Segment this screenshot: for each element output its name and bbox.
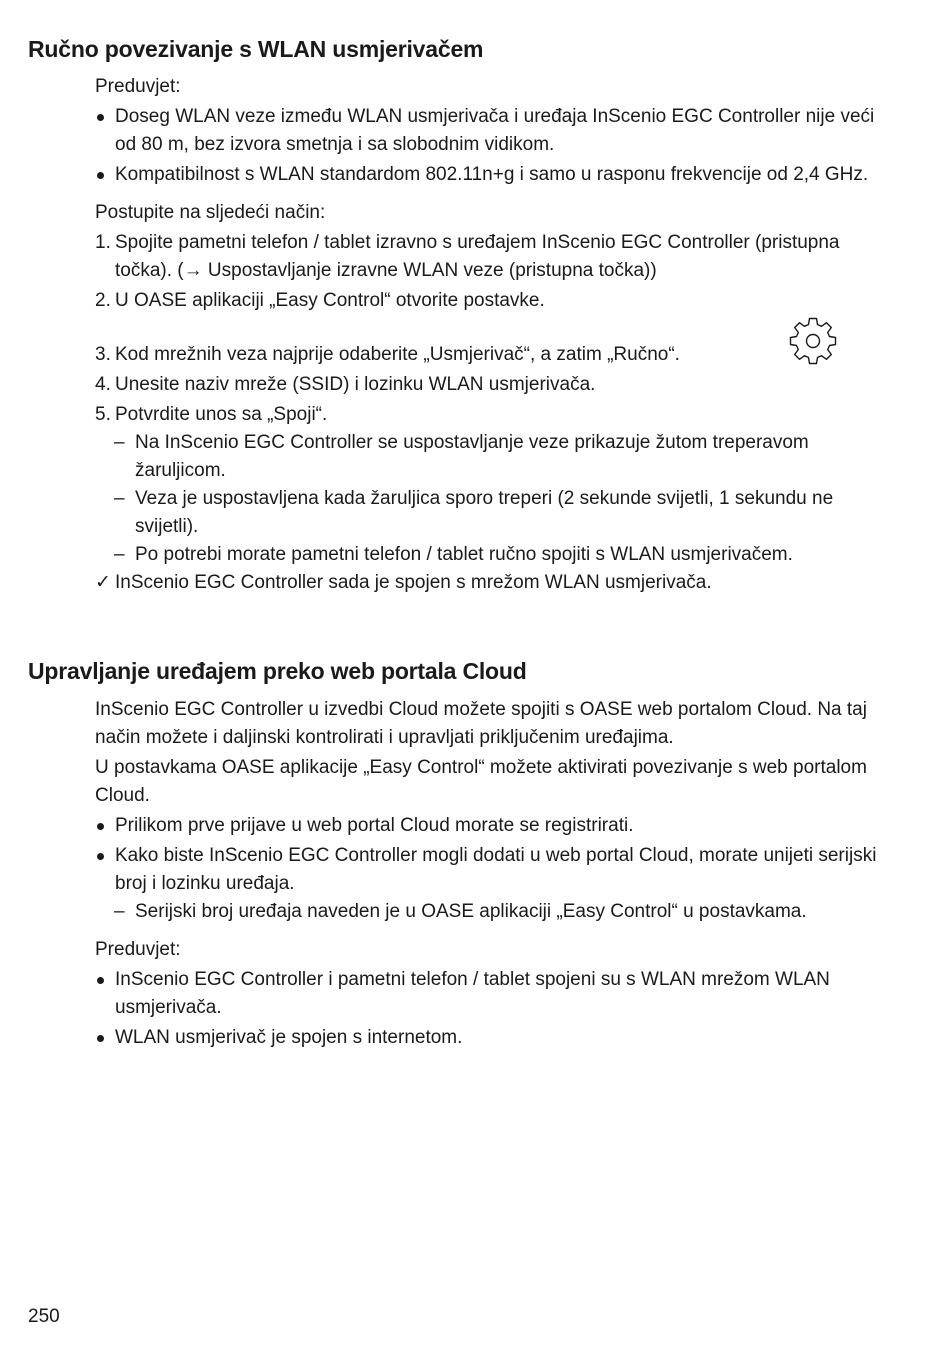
step-item: 2. U OASE aplikaciji „Easy Control“ otvorite postavke. — [95, 290, 545, 311]
section-heading-cloud: Upravljanje uređajem preko web portala Cloud — [28, 658, 527, 684]
step5-sublist — [95, 429, 885, 569]
list-item: Kako biste InScenio EGC Controller mogli dodati u web portal Cloud, morate unijeti serijski broj i lozinku uređaja. — [95, 842, 885, 898]
sub-item: – Na InScenio EGC Controller se uspostavljanje veze prikazuje žutom treperavom žaruljicom. — [114, 432, 809, 481]
paragraph: InScenio EGC Controller u izvedbi Cloud možete spojiti s OASE web portalom Cloud. Na taj način možete i daljinski kontrolirati i upravljati priključenim uređajima. — [95, 699, 867, 748]
page-number: 250 — [28, 1306, 60, 1327]
list-item: InScenio EGC Controller i pametni telefon / tablet spojeni su s WLAN mrežom WLAN usmjerivača. — [95, 966, 885, 1022]
bullet-icon — [97, 823, 104, 830]
bullet-icon — [97, 977, 104, 984]
cloud-list — [95, 812, 885, 898]
step-item: 3. Kod mrežnih veza najprije odaberite „Usmjerivač“, a zatim „Ručno“. — [95, 344, 680, 365]
cloud-sublist — [95, 898, 885, 926]
result-list — [95, 569, 885, 597]
steps-list — [95, 229, 885, 429]
bullet-icon — [97, 853, 104, 860]
list-item: Doseg WLAN veze između WLAN usmjerivača i uređaja InScenio EGC Controller nije veći od 80 m, bez izvora smetnja i sa slobodnim vidikom. — [95, 103, 885, 159]
bullet-icon — [97, 114, 104, 121]
result-item: ✓ InScenio EGC Controller sada je spojen s mrežom WLAN usmjerivača. — [95, 569, 885, 597]
prerequisite-list — [95, 966, 885, 1052]
list-item: WLAN usmjerivač je spojen s internetom. — [95, 1024, 885, 1052]
prerequisite-label: Preduvjet: — [95, 76, 181, 97]
section-heading-manual-wlan: Ručno povezivanje s WLAN usmjerivačem — [28, 36, 484, 62]
sub-item: – Po potrebi morate pametni telefon / tablet ručno spojiti s WLAN usmjerivačem. — [114, 544, 793, 565]
sub-item: – Serijski broj uređaja naveden je u OASE aplikaciji „Easy Control“ u postavkama. — [114, 901, 807, 922]
list-item: Prilikom prve prijave u web portal Cloud morate se registrirati. — [95, 812, 885, 840]
prerequisite-label: Preduvjet: — [95, 939, 181, 960]
bullet-icon — [97, 1035, 104, 1042]
section1-body — [95, 73, 885, 597]
bullet-icon — [97, 172, 104, 179]
sub-item: – Veza je uspostavljena kada žaruljica sporo treperi (2 sekunde svijetli, 1 sekundu ne svijetli). — [114, 488, 834, 537]
step-item: 5. Potvrdite unos sa „Spoji“. — [95, 404, 328, 425]
list-item: Kompatibilnost s WLAN standardom 802.11n+g i samo u rasponu frekvencije od 2,4 GHz. — [95, 161, 885, 189]
gear-icon — [788, 316, 838, 366]
procedure-label: Postupite na sljedeći način: — [95, 202, 326, 223]
checkmark-icon: ✓ — [95, 572, 111, 593]
step-item: 1. Spojite pametni telefon / tablet izravno s uređajem InScenio EGC Controller (pristupna točka). (→ Uspostavljanje izravne WLAN veze (pristupna točka)) — [95, 232, 840, 281]
paragraph: U postavkama OASE aplikacije „Easy Control“ možete aktivirati povezivanje s web portalom Cloud. — [95, 757, 867, 806]
step-item: 4. Unesite naziv mreže (SSID) i lozinku WLAN usmjerivača. — [95, 374, 596, 395]
section2-body — [95, 696, 885, 1052]
prerequisite-list — [95, 103, 885, 189]
